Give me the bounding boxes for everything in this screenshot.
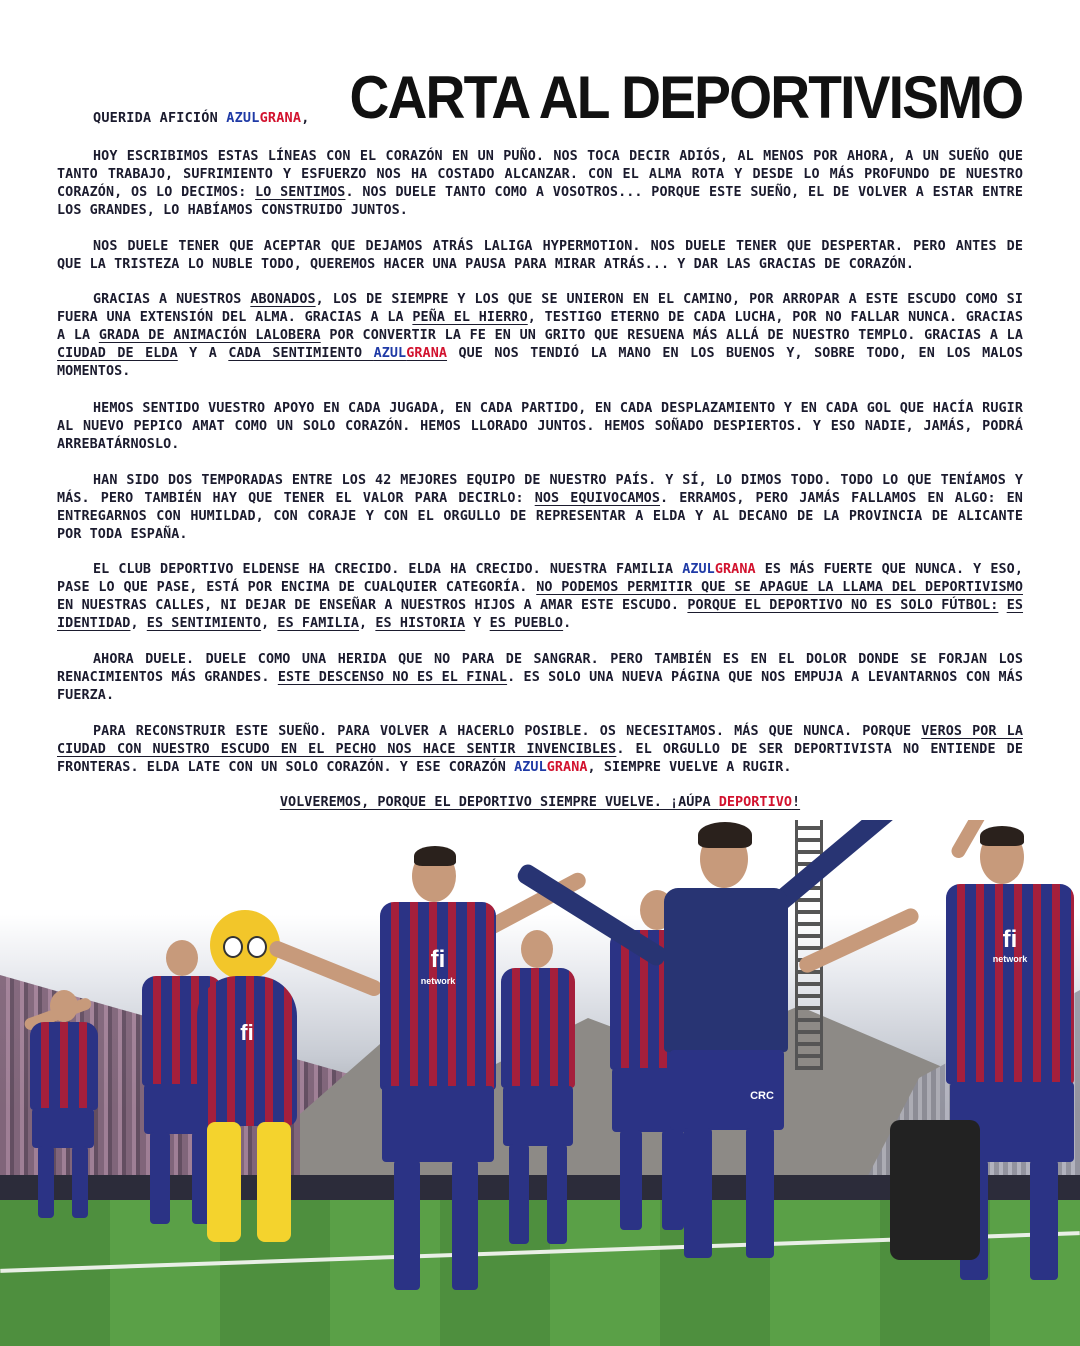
emphasis: ES SENTIMIENTO: [146, 616, 262, 631]
paragraph-7: [57, 651, 1023, 705]
text: , TESTIGO ETERNO DE CADA LUCHA, POR NO FALLAR NUNCA. GRACIAS A LA: [57, 310, 1023, 343]
paragraph-3: [57, 291, 1023, 381]
sponsor-logo: fi: [430, 946, 446, 973]
text: GRACIAS A NUESTROS: [93, 292, 251, 307]
sponsor-logo-sub: network: [420, 976, 456, 986]
paragraph-2: NOS DUELE TENER QUE ACEPTAR QUE DEJAMOS ATRÁS LALIGA HYPERMOTION. NOS DUELE TENER QUE DESPERTAR. PERO ANTES DE QUE LA TRISTEZA LO NUBLE TODO, QUEREMOS HACER UNA PAUSA PARA MIRAR ATRÁS... Y DAR LAS GRACIAS DE CORAZÓN.: [57, 239, 1023, 272]
sponsor-logo: fi: [1002, 926, 1018, 953]
text: POR CONVERTIR LA FE EN UN GRITO QUE RESUENA MÁS ALLÁ DE NUESTRO TEMPLO. GRACIAS A LA: [320, 328, 1024, 343]
azul-word: AZUL: [226, 110, 260, 126]
emphasis: PORQUE EL DEPORTIVO NO ES SOLO FÚTBOL:: [687, 598, 999, 613]
paragraph-5: [57, 472, 1023, 544]
emphasis: PEÑA EL HIERRO: [412, 310, 528, 325]
sponsor-logo: fi: [240, 1020, 254, 1045]
team-photo: [0, 820, 1080, 1346]
emphasis: ES FAMILIA: [277, 616, 360, 631]
text: HAN SIDO DOS TEMPORADAS ENTRE LOS 42 MEJORES EQUIPO DE NUESTRO PAÍS. Y SÍ, LO DIMOS TODO. TODO LO QUE TENÍAMOS Y MÁS. PERO TAMBIÉN HAY QUE TENER EL VALOR PARA DECIRLO:: [57, 473, 1023, 506]
text: .: [563, 616, 572, 631]
text: EN NUESTRAS CALLES, NI DEJAR DE ENSEÑAR A NUESTROS HIJOS A AMAR ESTE ESCUDO.: [57, 598, 688, 613]
text: QUE NOS TENDIÓ LA MANO EN LOS BUENOS Y, SOBRE TODO, EN LOS MALOS MOMENTOS.: [57, 346, 1023, 379]
text: VOLVEREMOS, PORQUE EL DEPORTIVO SIEMPRE VUELVE. ¡AÚPA: [279, 794, 719, 810]
azul-word: AZUL: [682, 562, 715, 577]
text: PARA RECONSTRUIR ESTE SUEÑO. PARA VOLVER A HACERLO POSIBLE. OS NECESITAMOS. MÁS QUE NUNCA. PORQUE: [93, 724, 922, 739]
emphasis: ES HISTORIA: [375, 616, 466, 631]
grana-word: GRANA: [714, 562, 756, 577]
paragraph-1: [57, 148, 1023, 220]
azul-word: AZUL: [514, 760, 547, 775]
greeting-suffix: ,: [301, 110, 310, 126]
azul-word: AZUL: [373, 346, 407, 361]
emphasis: GRADA DE ANIMACIÓN LALOBERA: [98, 328, 321, 343]
text: , SIEMPRE VUELVE A RUGIR.: [587, 760, 792, 775]
photographer: [890, 1120, 980, 1260]
paragraph-8: [57, 723, 1023, 777]
text: Y A: [177, 346, 229, 361]
greeting-prefix: QUERIDA AFICIÓN: [93, 110, 227, 126]
text: . NOS DUELE TANTO COMO A VOSOTROS... PORQUE ESTE SUEÑO, EL DE VOLVER A ESTAR ENTRE LOS GRANDES, LO HABÍAMOS CONSTRUIDO JUNTOS.: [57, 185, 1023, 218]
text: [998, 598, 1006, 613]
text: AHORA DUELE. DUELE COMO UNA HERIDA QUE NO PARA DE SANGRAR. PERO TAMBIÉN ES EN EL DOLOR DONDE SE FORJAN LOS RENACIMIENTOS MÁS GRANDES.: [57, 652, 1023, 685]
emphasis: [228, 346, 447, 361]
text: HOY ESCRIBIMOS ESTAS LÍNEAS CON EL CORAZÓN EN UN PUÑO. NOS TOCA DECIR ADIÓS, AL MENOS POR AHORA, A UN SUEÑO QUE TANTO TRABAJO, SUFRIMIENTO Y ESFUERZO NOS HA COSTADO ALCANZAR. CON EL ALMA ROTA Y DESDE LO MÁS PROFUNDO DE NUESTRO CORAZÓN, OS LO DECIMOS:: [57, 149, 1023, 200]
emphasis: LO SENTIMOS: [255, 185, 346, 200]
emphasis: ES IDENTIDAD: [57, 598, 1024, 631]
emphasis: CIUDAD DE ELDA: [57, 346, 178, 361]
paragraph-6: [57, 561, 1023, 633]
emphasis: NO PODEMOS PERMITIR QUE SE APAGUE LA LLAMA DEL DEPORTIVISMO: [536, 580, 1023, 595]
text: . EL ORGULLO DE SER DEPORTIVISTA NO ENTIENDE DE FRONTERAS. ELDA LATE CON UN SOLO CORAZÓN. Y ESE CORAZÓN: [57, 742, 1023, 775]
emphasis: VEROS POR LA CIUDAD CON NUESTRO ESCUDO EN EL PECHO NOS HACE SENTIR INVENCIBLES: [57, 724, 1023, 757]
grana-word: GRANA: [406, 346, 448, 361]
grana-word: GRANA: [259, 110, 302, 126]
text: ,: [130, 616, 147, 631]
text: ES MÁS FUERTE QUE NUNCA. Y ESO, PASE LO QUE PASE, ESTÁ POR ENCIMA DE CUALQUIER CATEGORÍA.: [57, 562, 1023, 595]
club-crest: CRC: [750, 1090, 774, 1102]
text: Y: [465, 616, 490, 631]
text: . ERRAMOS, PERO JAMÁS FALLAMOS EN ALGO: EN ENTREGARNOS CON HUMILDAD, CON CORAJE Y CON EL ORGULLO DE REPRESENTAR A ELDA Y AL DECANO DE LA PROVINCIA DE ALICANTE POR TODA ESPAÑA.: [57, 491, 1023, 542]
text: !: [791, 794, 801, 810]
text: ,: [359, 616, 376, 631]
emphasis: ES PUEBLO: [489, 616, 564, 631]
closing-line: [0, 794, 1080, 810]
text: . ES SOLO UNA NUEVA PÁGINA QUE NOS EMPUJA A LEVANTARNOS CON MÁS FUERZA.: [57, 670, 1023, 703]
text: CADA SENTIMIENTO: [228, 346, 374, 361]
emphasis: ABONADOS: [250, 292, 316, 307]
sponsor-logo-sub: network: [992, 954, 1028, 964]
grana-word: GRANA: [546, 760, 588, 775]
text: EL CLUB DEPORTIVO ELDENSE HA CRECIDO. ELDA HA CRECIDO. NUESTRA FAMILIA: [93, 562, 683, 577]
grana-word: DEPORTIVO: [718, 794, 792, 810]
page-title: CARTA AL DEPORTIVISMO: [349, 64, 1022, 131]
text: , LOS DE SIEMPRE Y LOS QUE SE UNIERON EN EL CAMINO, POR ARROPAR A ESTE ESCUDO COMO SI FUERA UNA EXTENSIÓN DEL ALMA. GRACIAS A LA: [57, 292, 1023, 325]
emphasis: NOS EQUIVOCAMOS: [534, 491, 661, 506]
emphasis: ESTE DESCENSO NO ES EL FINAL: [277, 670, 508, 685]
text: ,: [261, 616, 278, 631]
greeting: [93, 110, 310, 126]
paragraph-4: HEMOS SENTIDO VUESTRO APOYO EN CADA JUGADA, EN CADA PARTIDO, EN CADA DESPLAZAMIENTO Y EN CADA GOL QUE HACÍA RUGIR AL NUEVO PEPICO AMAT COMO UN SOLO CORAZÓN. HEMOS LLORADO JUNTOS. HEMOS SOÑADO DESPIERTOS. Y ESO NADIE, JAMÁS, PODRÁ ARREBATÁRNOSLO.: [57, 401, 1023, 452]
